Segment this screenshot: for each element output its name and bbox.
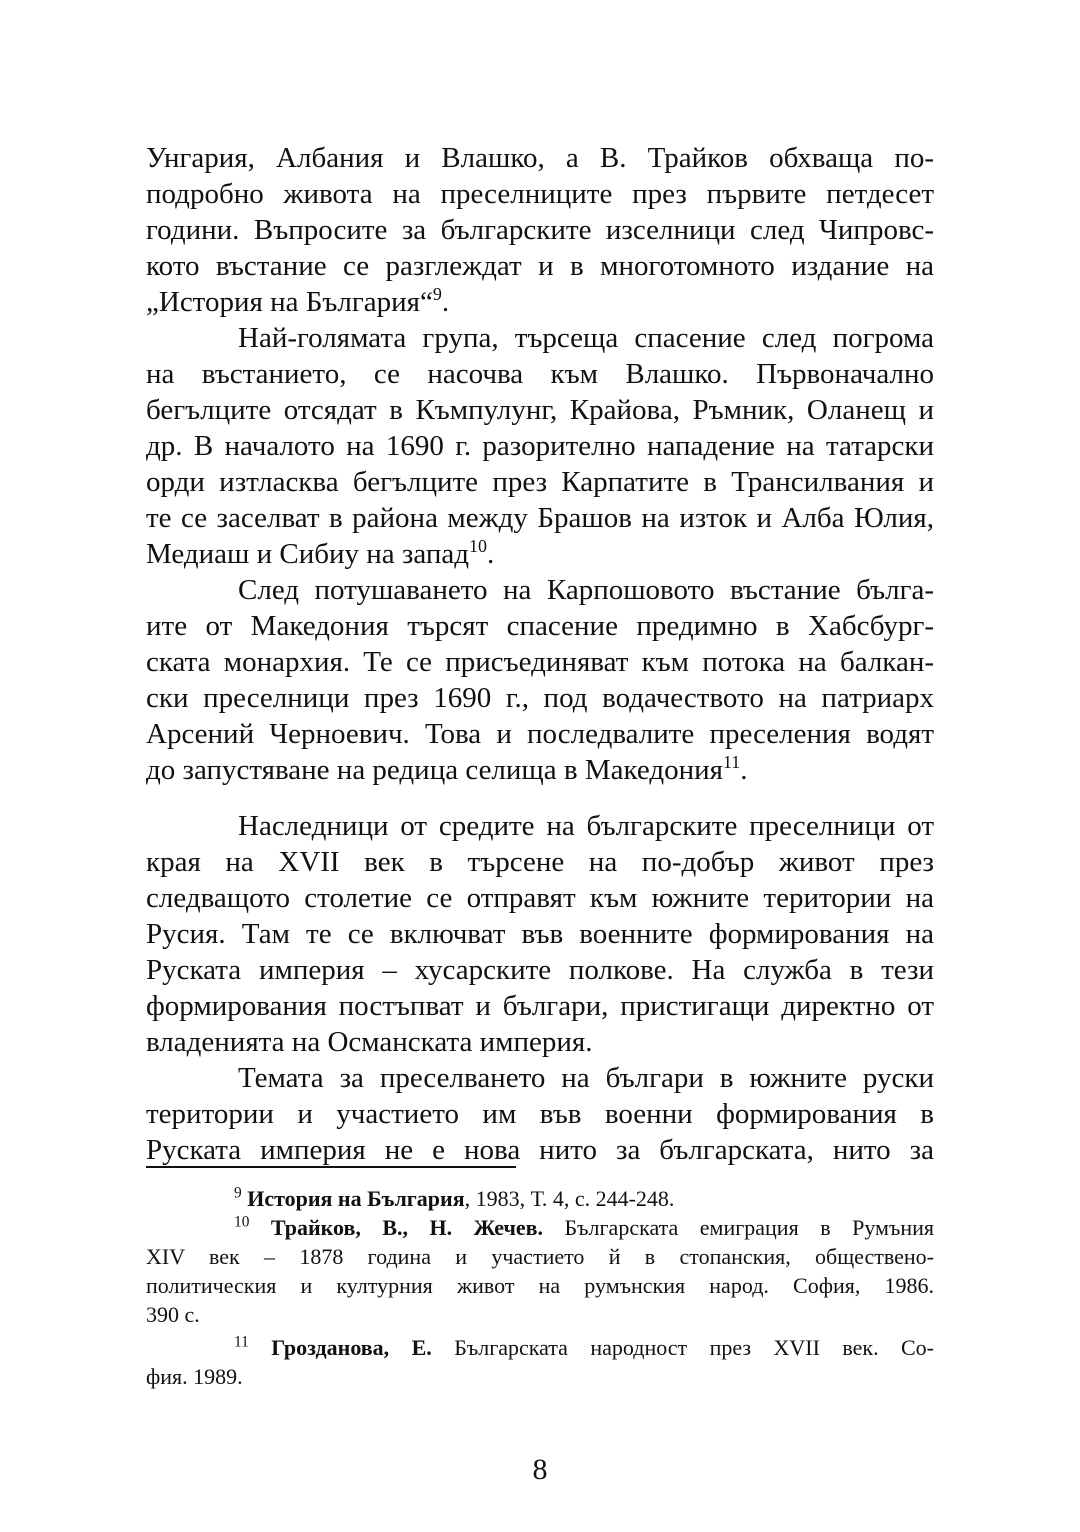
body-line: владенията на Османската империя. (146, 1026, 593, 1058)
body-line: Наследници от средите на българските преселници от (238, 810, 934, 842)
body-line: следващото столетие се отправят към южните територии на (146, 882, 934, 914)
body-line: Медиаш и Сибиу на запад$^{10}$. (146, 536, 495, 570)
body-line: ите от Македония търсят спасение предимно в Хабсбург- (146, 610, 934, 642)
body-line: те се заселват в района между Брашов на изток и Алба Юлия, (146, 502, 934, 534)
footnote-source: История на България (247, 1186, 465, 1211)
footnote-9: $^9$ История на България, 1983, Т. 4, с. 244-248. (234, 1184, 675, 1211)
body-line: След потушаването на Карпошовото въстание бълга- (238, 574, 934, 606)
footnote-number: 11 (234, 1333, 249, 1351)
body-line: Най-голямата група, търсеща спасение след погрома (238, 322, 934, 354)
body-line: години. Въпросите за българските изселници след Чипровс- (146, 214, 934, 246)
footnote-number: 9 (234, 1184, 242, 1202)
footnote-10-line: $^{10}$ Трайков, В., Н. Жечев. Българската емиграция в Румъния (234, 1213, 934, 1240)
footnote-10-line: 390 с. (146, 1302, 200, 1327)
body-line: Унгария, Албания и Влашко, а В. Трайков обхваща по- (146, 142, 934, 174)
footnote-separator (146, 1166, 516, 1168)
body-line: Темата за преселването на българи в южните руски (238, 1062, 934, 1094)
footnote-source: Трайков, В., Н. Жечев. (270, 1215, 544, 1240)
footnote-10-line: XIV век – 1878 година и участието й в стопанския, обществено- (146, 1244, 934, 1269)
body-line: края на XVII век в търсене на по-добър живот през (146, 846, 934, 878)
footnote-11-line: $^{11}$ Грозданова, Е. Българската народност през XVII век. Со- (234, 1333, 934, 1360)
body-line: Арсений Черноевич. Това и последвалите преселения водят (146, 718, 934, 750)
page-number: 8 (532, 1453, 548, 1486)
body-line: територии и участието им във военни формирования в (146, 1098, 934, 1130)
body-line: подробно живота на преселниците през първите петдесет (146, 178, 934, 210)
footnote-ref-9[interactable]: 9 (432, 284, 442, 305)
footnote-11-line: фия. 1989. (146, 1364, 243, 1389)
body-line: ската монархия. Те се присъединяват към потока на балкан- (146, 646, 934, 678)
body-line: до запустяване на редица селища в Македония$^{11}$. (146, 752, 748, 786)
body-line: Руската империя – хусарските полкове. На служба в тези (146, 954, 934, 986)
body-line: формирования постъпват и българи, пристигащи директно от (146, 990, 934, 1022)
body-line: Руската империя не е нова нито за българската, нито за (146, 1134, 934, 1166)
body-line: ски преселници през 1690 г., под водачеството на патриарх (146, 682, 934, 714)
body-line: орди изтласква бегълците през Карпатите в Трансилвания и (146, 466, 934, 498)
body-line: др. В началото на 1690 г. разорително нападение на татарски (146, 430, 934, 462)
body-line: на въстанието, се насочва към Влашко. Първоначално (146, 358, 934, 390)
footnote-ref-11[interactable]: 11 (722, 752, 741, 773)
body-line: бегълците отсядат в Къмпулунг, Крайова, Ръмник, Оланещ и (146, 394, 934, 426)
footnote-number: 10 (234, 1213, 250, 1231)
footnote-ref-10[interactable]: 10 (469, 536, 487, 557)
body-line: кото въстание се разглеждат и в многотомното издание на (146, 250, 934, 282)
footnote-source: Грозданова, Е. (271, 1335, 432, 1360)
body-line: Русия. Там те се включват във военните формирования на (146, 918, 934, 950)
footnote-10-line: политическия и културния живот на румънския народ. София, 1986. (146, 1273, 934, 1298)
body-line: „История на България“$^9$. (146, 284, 450, 318)
